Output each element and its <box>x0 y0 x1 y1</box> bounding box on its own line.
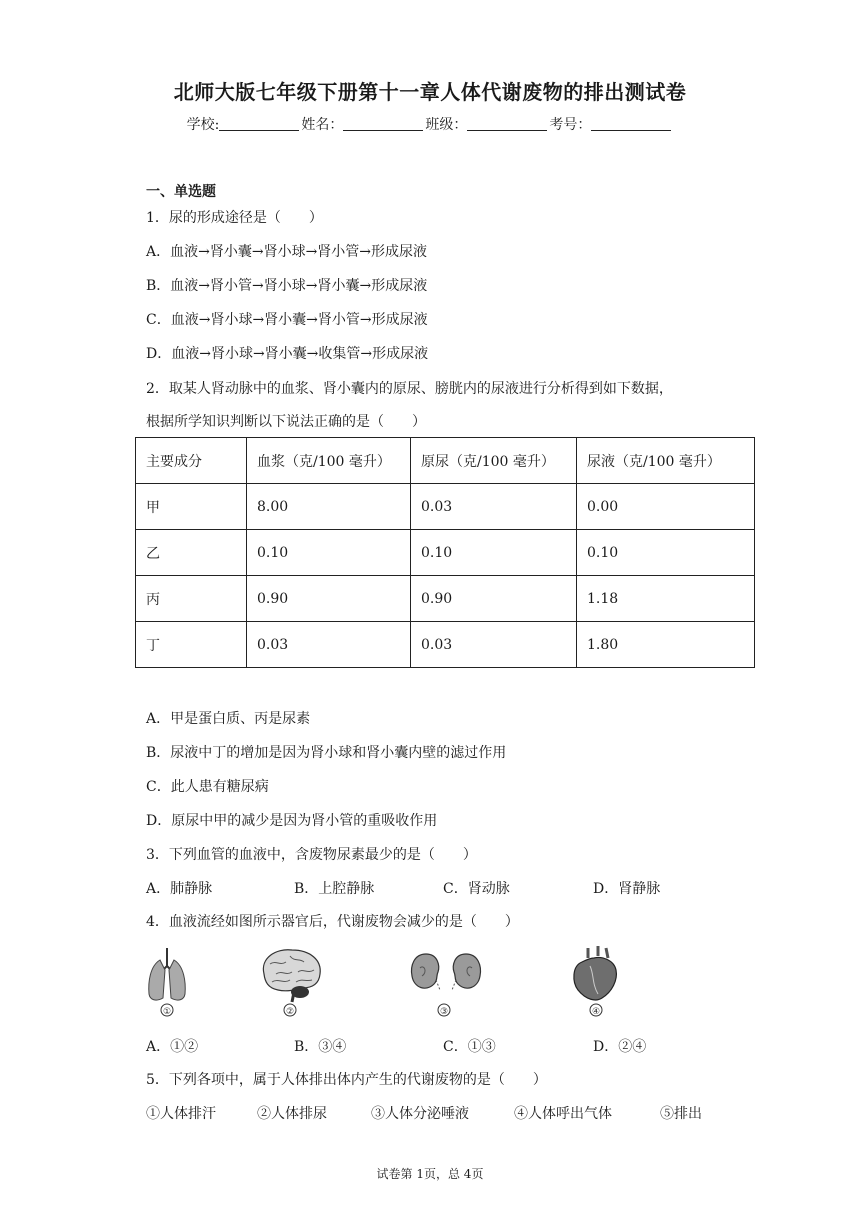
q1-option-b: B．血液→肾小管→肾小球→肾小囊→形成尿液 <box>146 278 428 294</box>
page-footer: 试卷第 1页，总 4页 <box>376 1167 484 1181</box>
q5-item-2: ②人体排尿 <box>257 1106 327 1122</box>
table-header-cell: 血浆（克/100 毫升） <box>247 438 411 484</box>
page-title: 北师大版七年级下册第十一章人体代谢废物的排出测试卷 <box>173 80 687 104</box>
class-field[interactable] <box>467 116 547 131</box>
table-cell: 0.90 <box>411 576 577 622</box>
q3-option-b: B．上腔静脉 <box>294 881 375 897</box>
table-row <box>136 530 755 576</box>
q5-item-4: ④人体呼出气体 <box>514 1106 612 1122</box>
brain-icon <box>256 944 326 1018</box>
school-label: 学校: <box>186 117 220 133</box>
table-cell: 1.80 <box>577 622 755 668</box>
section-title: 一、单选题 <box>146 184 216 200</box>
q2-option-c: C．此人患有糖尿病 <box>146 779 269 795</box>
school-field[interactable] <box>219 116 299 131</box>
q2-data-table <box>135 437 755 668</box>
table-cell: 1.18 <box>577 576 755 622</box>
table-row <box>136 622 755 668</box>
heart-icon <box>568 942 624 1018</box>
table-cell: 0.10 <box>247 530 411 576</box>
name-field[interactable] <box>343 116 423 131</box>
table-cell: 8.00 <box>247 484 411 530</box>
table-cell: 0.10 <box>411 530 577 576</box>
table-cell: 甲 <box>136 484 247 530</box>
q5-item-1: ①人体排汗 <box>146 1106 216 1122</box>
q1-option-d: D．血液→肾小球→肾小囊→收集管→形成尿液 <box>146 346 429 362</box>
q4-option-a: A．①② <box>146 1039 199 1055</box>
q3-option-c: C．肾动脉 <box>443 881 510 897</box>
q3-stem: 3．下列血管的血液中，含废物尿素最少的是（ ） <box>146 847 477 863</box>
figure-label-3: ③ <box>439 1007 449 1017</box>
q2-stem-line1: 2．取某人肾动脉中的血浆、肾小囊内的原尿、膀胱内的尿液进行分析得到如下数据， <box>146 381 673 397</box>
q4-option-c: C．①③ <box>443 1039 496 1055</box>
q5-stem: 5．下列各项中，属于人体排出体内产生的代谢废物的是（ ） <box>146 1072 547 1088</box>
table-header-row <box>136 438 755 484</box>
table-cell: 0.03 <box>411 484 577 530</box>
q3-option-a: A．肺静脉 <box>146 881 213 897</box>
table-cell: 乙 <box>136 530 247 576</box>
q4-option-b: B．③④ <box>294 1039 347 1055</box>
q3-option-d: D．肾静脉 <box>593 881 661 897</box>
figure-label-2: ② <box>285 1007 295 1017</box>
q1-stem: 1．尿的形成途径是（ ） <box>146 210 323 226</box>
exam-no-label: 考号： <box>549 117 592 133</box>
exam-no-field[interactable] <box>591 116 671 131</box>
kidneys-icon <box>406 946 486 1018</box>
table-header-cell: 原尿（克/100 毫升） <box>411 438 577 484</box>
table-cell: 0.03 <box>247 622 411 668</box>
table-header-cell: 尿液（克/100 毫升） <box>577 438 755 484</box>
q4-option-d: D．②④ <box>593 1039 647 1055</box>
name-label: 姓名： <box>301 117 344 133</box>
table-cell: 0.90 <box>247 576 411 622</box>
q2-stem-line2: 根据所学知识判断以下说法正确的是（ ） <box>146 414 426 430</box>
q2-option-a: A．甲是蛋白质、丙是尿素 <box>146 711 311 727</box>
figure-label-4: ④ <box>591 1007 601 1017</box>
q5-item-5: ⑤排出 <box>660 1106 702 1122</box>
figure-label-1: ① <box>162 1007 172 1017</box>
student-info-line <box>0 114 860 134</box>
table-header-cell: 主要成分 <box>136 438 247 484</box>
q5-item-3: ③人体分泌唾液 <box>371 1106 469 1122</box>
table-cell: 丙 <box>136 576 247 622</box>
table-row <box>136 576 755 622</box>
table-row <box>136 484 755 530</box>
table-cell: 0.10 <box>577 530 755 576</box>
table-cell: 丁 <box>136 622 247 668</box>
class-label: 班级： <box>425 117 468 133</box>
table-cell: 0.00 <box>577 484 755 530</box>
q1-option-a: A．血液→肾小囊→肾小球→肾小管→形成尿液 <box>146 244 428 260</box>
q4-stem: 4．血液流经如图所示器官后，代谢废物会减少的是（ ） <box>146 914 519 930</box>
q2-option-b: B．尿液中丁的增加是因为肾小球和肾小囊内壁的滤过作用 <box>146 745 507 761</box>
lungs-icon <box>146 946 188 1018</box>
table-cell: 0.03 <box>411 622 577 668</box>
q2-option-d: D．原尿中甲的减少是因为肾小管的重吸收作用 <box>146 813 438 829</box>
q1-option-c: C．血液→肾小球→肾小囊→肾小管→形成尿液 <box>146 312 428 328</box>
